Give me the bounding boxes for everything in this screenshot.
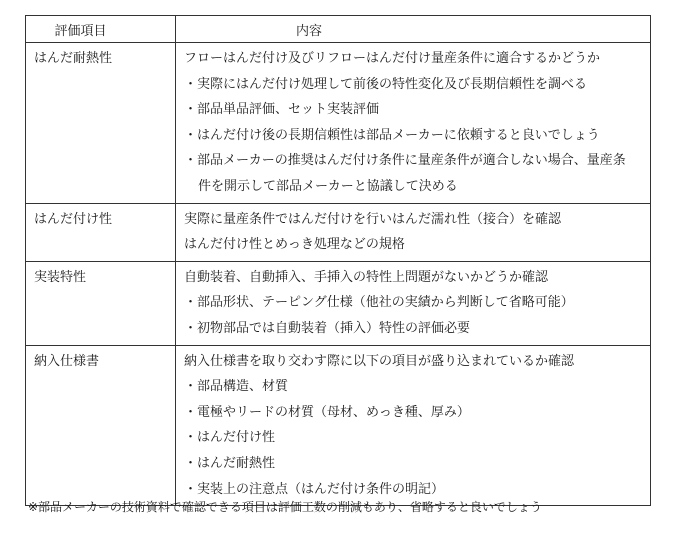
content-line: ・実装上の注意点（はんだ付け条件の明記）	[184, 481, 445, 497]
row-content	[176, 43, 651, 204]
content-line: 自動装着、自動挿入、手挿入の特性上問題がないかどうか確認	[184, 269, 549, 285]
content-line: ・電極やリードの材質（母材、めっき種、厚み）	[184, 404, 470, 420]
row-item-label: 納入仕様書	[26, 345, 176, 506]
content-line: ・はんだ付け後の長期信頼性は部品メーカーに依頼すると良いでしょう	[184, 127, 600, 143]
content-line: ・部品形状、テーピング仕様（他社の実績から判断して省略可能）	[184, 295, 574, 311]
content-line: 件を開示して部品メーカーと協議して決める	[198, 178, 458, 194]
content-line: ・実際にはんだ付け処理して前後の特性変化及び長期信頼性を調べる	[184, 76, 588, 92]
header-content: 内容	[176, 16, 651, 43]
content-line: ・部品単品評価、セット実装評価	[184, 102, 380, 118]
content-line: ・はんだ付け性	[184, 430, 276, 446]
content-line: ・初物部品では自動装着（挿入）特性の評価必要	[184, 320, 471, 336]
table-row-solderability	[26, 203, 651, 261]
table-row-mounting-characteristics	[26, 261, 651, 345]
content-line: 実際に量産条件ではんだ付けを行いはんだ濡れ性（接合）を確認	[184, 211, 562, 227]
row-content	[176, 345, 651, 506]
content-line: 納入仕様書を取り交わす際に以下の項目が盛り込まれているか確認	[184, 353, 575, 369]
content-line: ・部品メーカーの推奨はんだ付け条件に量産条件が適合しない場合、量産条	[184, 153, 626, 169]
content-line: フローはんだ付け及びリフローはんだ付け量産条件に適合するかどうか	[184, 51, 601, 66]
row-item-label: はんだ耐熱性	[26, 43, 176, 204]
content-line: ・はんだ耐熱性	[184, 455, 276, 471]
row-item-label: はんだ付け性	[26, 203, 176, 261]
row-item-label: 実装特性	[26, 261, 176, 345]
footnote: ※部品メーカーの技術資料で確認できる項目は評価工数の削減もあり、省略すると良いでしょう	[28, 500, 542, 514]
row-content	[176, 261, 651, 345]
table-header-row	[26, 16, 651, 43]
header-item: 評価項目	[26, 16, 176, 43]
content-line: ・部品構造、材質	[184, 379, 289, 395]
evaluation-table	[25, 15, 651, 506]
table-row-solder-heat-resistance	[26, 43, 651, 204]
content-line: はんだ付け性とめっき処理などの規格	[184, 237, 405, 253]
table-row-delivery-specification	[26, 345, 651, 506]
row-content	[176, 203, 651, 261]
